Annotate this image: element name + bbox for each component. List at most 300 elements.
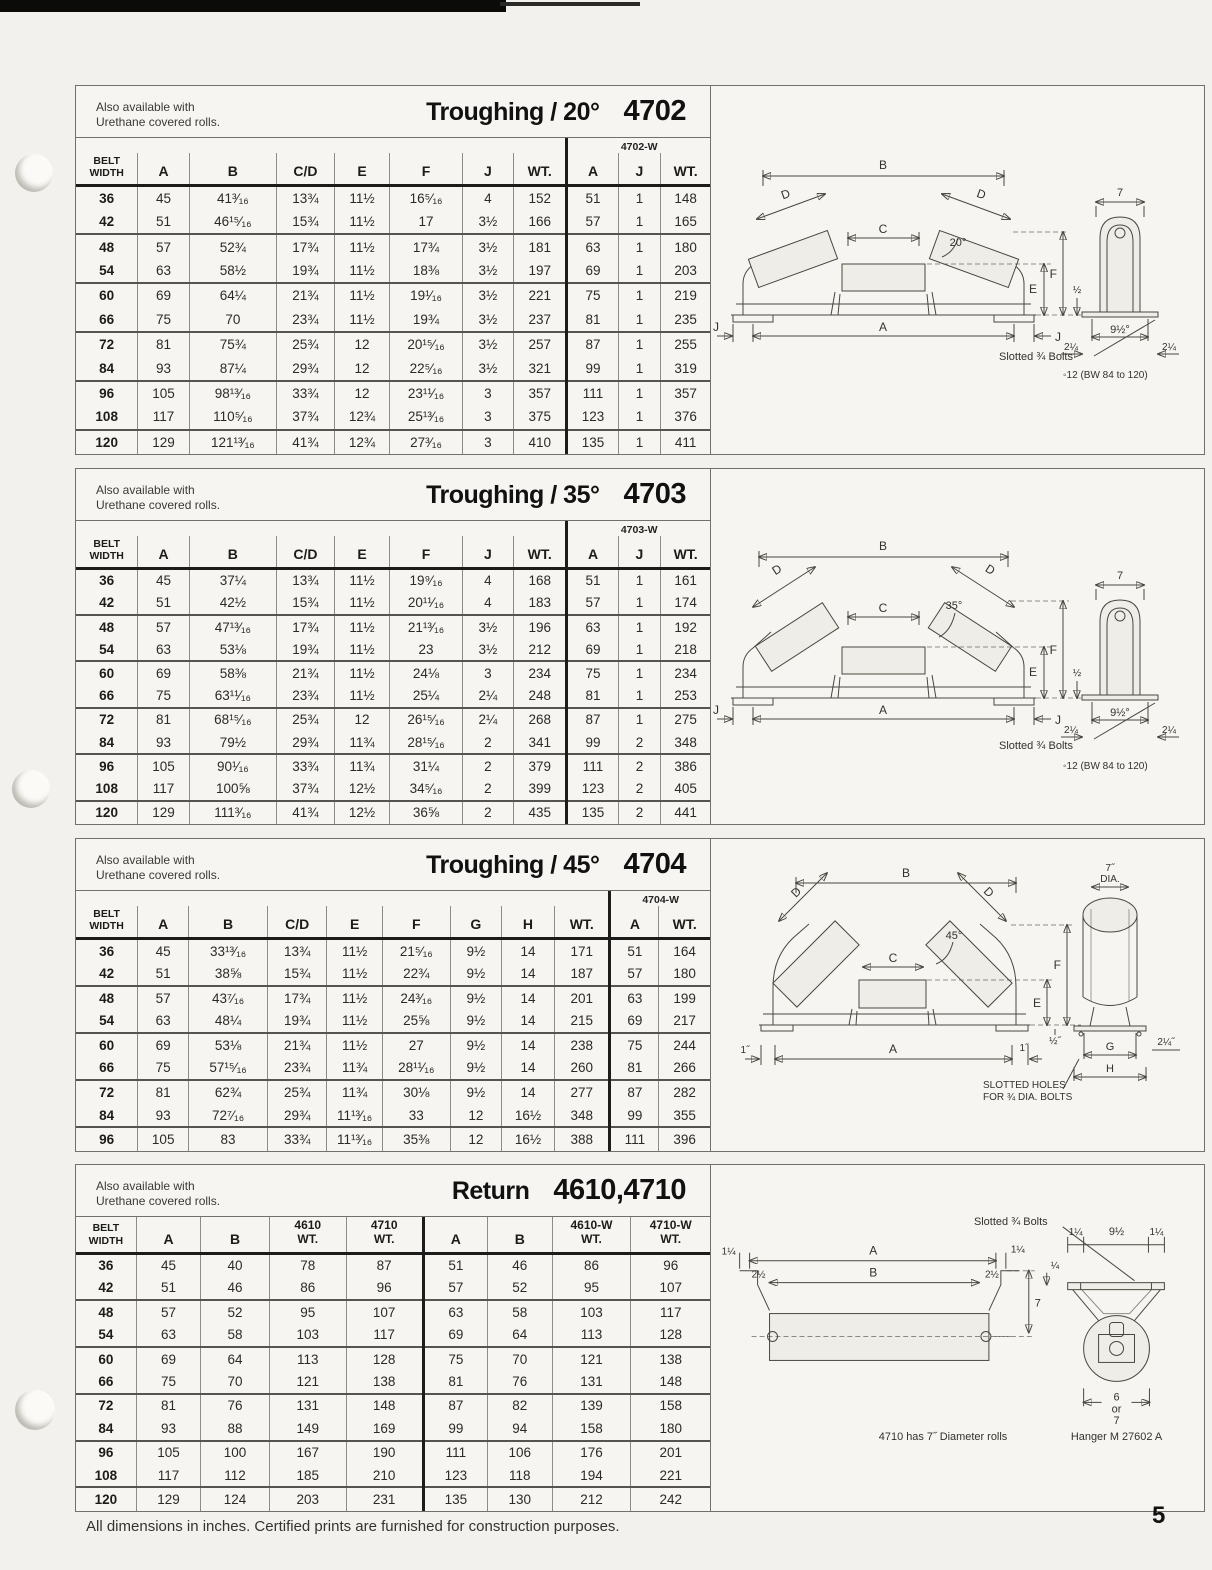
column-header: E <box>327 906 382 939</box>
column-header: A <box>138 906 189 939</box>
diagram-4703 <box>711 469 1204 824</box>
dim-2quarter-label: 2¼ <box>1064 725 1078 736</box>
spec-cell: 121 <box>552 1347 631 1370</box>
column-header: 4610 WT. <box>269 1217 346 1253</box>
dim-9half-label: 9½ <box>1108 1225 1125 1238</box>
dia-label: DIA. <box>1100 874 1120 885</box>
spec-cell: 103 <box>269 1323 346 1346</box>
spec-cell: 1 <box>618 210 661 234</box>
spec-cell: 4 <box>462 592 513 615</box>
spec-cell: 51 <box>138 962 189 986</box>
spec-cell: 253 <box>661 685 710 708</box>
spec-cell: 3½ <box>462 356 513 380</box>
spec-cell: 69 <box>567 259 618 283</box>
spec-cell: 63 <box>567 234 618 258</box>
spec-cell: 51 <box>610 939 659 963</box>
spec-cell: 38⅝ <box>189 962 268 986</box>
spec-cell: 131 <box>552 1370 631 1393</box>
spec-cell: 1 <box>618 685 661 708</box>
column-header: A <box>610 906 659 939</box>
dim-1-label: 1˝ <box>740 1045 750 1056</box>
spec-cell: 187 <box>555 962 610 986</box>
spec-cell: 20¹¹⁄₁₆ <box>390 592 463 615</box>
spec-cell: 51 <box>423 1253 487 1276</box>
column-header: B <box>201 1217 270 1253</box>
spec-cell: 17 <box>390 210 463 234</box>
spec-cell: 2 <box>462 731 513 754</box>
spec-cell: 51 <box>138 592 189 615</box>
spec-cell: 63 <box>610 986 659 1010</box>
spec-cell: 3½ <box>462 615 513 638</box>
spec-cell: 237 <box>514 308 567 332</box>
note-line: Also available with <box>96 483 195 497</box>
dim-f-label: F <box>1053 958 1061 972</box>
urethane-note <box>96 1174 220 1209</box>
spec-cell: 376 <box>661 405 710 429</box>
note-line: Also available with <box>96 853 195 867</box>
spec-cell: 64 <box>488 1323 552 1346</box>
dim-half-label: ½ <box>1072 285 1082 296</box>
diagram-4704 <box>711 839 1204 1151</box>
diagram-4702 <box>711 86 1204 454</box>
spec-cell: 357 <box>661 381 710 405</box>
spec-cell: 118 <box>488 1464 552 1487</box>
spec-cell: 25¼ <box>390 685 463 708</box>
spec-cell: 341 <box>514 731 567 754</box>
spec-cell: 1 <box>618 308 661 332</box>
spec-cell: 2 <box>618 731 661 754</box>
spec-cell: 21⁵⁄₁₆ <box>382 939 450 963</box>
spec-cell: 9½ <box>450 1009 501 1033</box>
belt-width-cell: 84 <box>98 1420 114 1436</box>
hanger-note: Hanger M 27602 A <box>1070 1431 1163 1444</box>
section-header-4704 <box>76 839 710 891</box>
spec-cell: 63 <box>138 259 189 283</box>
spec-cell: 12½ <box>334 777 390 800</box>
spec-cell: 78 <box>269 1253 346 1276</box>
section-title: Troughing / 35° <box>426 481 600 509</box>
spec-cell: 81 <box>138 332 189 356</box>
spec-cell: 75¾ <box>189 332 277 356</box>
spec-cell: 129 <box>136 1487 200 1511</box>
spec-cell: 375 <box>514 405 567 429</box>
spec-cell: 3½ <box>462 283 513 307</box>
spec-cell: 238 <box>555 1033 610 1057</box>
spec-cell: 45 <box>138 569 189 592</box>
spec-cell: 12 <box>450 1104 501 1128</box>
spec-cell: 20¹⁵⁄₁₆ <box>390 332 463 356</box>
column-header: BELT WIDTH <box>76 1217 136 1253</box>
slotted-bolts-label: Slotted ¾ Bolts <box>999 351 1073 363</box>
spec-cell: 70 <box>201 1370 270 1393</box>
spec-cell: 43⁷⁄₁₆ <box>189 986 268 1010</box>
angle-label: 20° <box>949 237 967 249</box>
spec-cell: 58⅜ <box>189 661 277 684</box>
spec-cell: 106 <box>488 1441 552 1464</box>
spec-cell: 24³⁄₁₆ <box>382 986 450 1010</box>
spec-cell: 99 <box>610 1104 659 1128</box>
spec-table-4702 <box>76 138 710 454</box>
section-return <box>75 1164 1205 1512</box>
spec-cell: 117 <box>136 1464 200 1487</box>
spec-cell: 11½ <box>334 210 390 234</box>
spec-cell: 19¾ <box>277 259 335 283</box>
spec-cell: 148 <box>346 1394 423 1417</box>
spec-cell: 130 <box>488 1487 552 1511</box>
spec-cell: 34⁵⁄₁₆ <box>390 777 463 800</box>
table-row <box>76 1277 710 1300</box>
spec-cell: 86 <box>552 1253 631 1276</box>
diameter-note: 4710 has 7˝ Diameter rolls <box>878 1431 1008 1444</box>
spec-cell: 231 <box>346 1487 423 1511</box>
spec-cell: 52¾ <box>189 234 277 258</box>
spec-cell: 203 <box>269 1487 346 1511</box>
spec-cell: 33¹³⁄₁₆ <box>189 939 268 963</box>
spec-cell: 244 <box>659 1033 710 1057</box>
spec-cell: 75 <box>138 685 189 708</box>
spec-cell: 111 <box>567 381 618 405</box>
column-header: H <box>501 906 554 939</box>
spec-cell: 166 <box>514 210 567 234</box>
belt-width-cell: 120 <box>76 430 138 454</box>
spec-cell: 2 <box>462 801 513 824</box>
section-title-group <box>426 848 686 881</box>
table-row <box>76 1394 710 1417</box>
belt-width-cell: 108 <box>94 1467 118 1483</box>
belt-width-cell: 42 <box>99 595 115 611</box>
footnote-label: ◦12 (BW 84 to 120) <box>1063 761 1148 772</box>
dim-1-label: 1˝ <box>1019 1043 1029 1054</box>
spec-cell: 64¼ <box>189 283 277 307</box>
table-row <box>76 1441 710 1464</box>
spec-cell: 46 <box>201 1277 270 1300</box>
dim-d-label: D <box>779 186 793 203</box>
spec-cell: 396 <box>659 1127 710 1151</box>
column-header: WT. <box>514 536 567 569</box>
belt-width-cell: 60 <box>76 1033 138 1057</box>
spec-cell: 53⅛ <box>189 1033 268 1057</box>
belt-width-cell: 54 <box>98 1327 114 1343</box>
spec-cell: 33¾ <box>277 754 335 777</box>
spec-cell: 11½ <box>334 638 390 661</box>
spec-cell: 17¾ <box>390 234 463 258</box>
spec-cell: 33¾ <box>277 381 335 405</box>
spec-cell: 268 <box>514 708 567 731</box>
spec-cell: 107 <box>346 1300 423 1323</box>
table-row <box>76 685 710 708</box>
spec-cell: 69 <box>138 283 189 307</box>
note-line: Urethane covered rolls. <box>96 868 221 882</box>
spec-cell: 180 <box>661 234 710 258</box>
column-header: 4710-W WT. <box>631 1217 710 1253</box>
spec-cell: 95 <box>552 1277 631 1300</box>
note-line: Urethane covered rolls. <box>96 115 221 129</box>
spec-cell: 45 <box>138 186 189 210</box>
spec-cell: 138 <box>346 1370 423 1393</box>
spec-cell: 410 <box>514 430 567 454</box>
column-header: B <box>488 1217 552 1253</box>
spec-cell: 105 <box>138 1127 189 1151</box>
spec-cell: 93 <box>138 356 189 380</box>
column-header: C/D <box>267 906 327 939</box>
spec-cell: 105 <box>138 381 189 405</box>
dim-c-label: C <box>878 222 888 236</box>
table-row <box>76 1009 710 1033</box>
spec-cell: 111 <box>423 1441 487 1464</box>
dim-f-label: F <box>1049 643 1057 657</box>
group-label-spacer <box>76 521 567 536</box>
front-view-drawing <box>717 170 1083 342</box>
spec-cell: 16½ <box>501 1127 554 1151</box>
spec-cell: 112 <box>201 1464 270 1487</box>
spec-cell: 117 <box>138 405 189 429</box>
spec-cell: 33¾ <box>267 1127 327 1151</box>
table-row <box>76 615 710 638</box>
spec-cell: 9½ <box>450 939 501 963</box>
spec-cell: 57 <box>138 234 189 258</box>
spec-cell: 93 <box>138 731 189 754</box>
table-row <box>76 708 710 731</box>
spec-cell: 3½ <box>462 259 513 283</box>
dim-7-label: 7 <box>1034 1297 1041 1310</box>
spec-cell: 319 <box>661 356 710 380</box>
section-header-4702 <box>76 86 710 138</box>
belt-width-cell: 42 <box>98 1280 114 1296</box>
spec-cell: 168 <box>514 569 567 592</box>
side-view-drawing <box>1063 1227 1165 1406</box>
table-row <box>76 1104 710 1128</box>
spec-cell: 152 <box>514 186 567 210</box>
spec-cell: 69 <box>138 661 189 684</box>
spec-cell: 11¾ <box>327 1080 382 1104</box>
spec-cell: 28¹⁵⁄₁₆ <box>390 731 463 754</box>
spec-cell: 388 <box>555 1127 610 1151</box>
table-row <box>76 381 710 405</box>
dim-a-label: A <box>888 1042 898 1056</box>
spec-cell: 19¾ <box>390 308 463 332</box>
spec-cell: 25¾ <box>277 332 335 356</box>
spec-cell: 23¾ <box>277 308 335 332</box>
spec-cell: 11½ <box>334 569 390 592</box>
spec-cell: 135 <box>567 801 618 824</box>
spec-cell: 40 <box>201 1253 270 1276</box>
spec-cell: 210 <box>346 1464 423 1487</box>
spec-cell: 11½ <box>327 1009 382 1033</box>
spec-cell: 192 <box>661 615 710 638</box>
footnote-label: ◦12 (BW 84 to 120) <box>1063 370 1148 381</box>
spec-cell: 36⅝ <box>390 801 463 824</box>
spec-cell: 128 <box>631 1323 710 1346</box>
table-row <box>76 1464 710 1487</box>
spec-cell: 17¾ <box>267 986 327 1010</box>
spec-cell: 11½ <box>334 661 390 684</box>
spec-cell: 63 <box>138 1009 189 1033</box>
table-row <box>76 1487 710 1511</box>
spec-cell: 110⁵⁄₁₆ <box>189 405 277 429</box>
column-header: A <box>138 536 189 569</box>
spec-cell: 129 <box>138 801 189 824</box>
dim-j-label: J <box>1055 713 1061 727</box>
spec-cell: 69 <box>138 1033 189 1057</box>
spec-cell: 117 <box>138 777 189 800</box>
spec-cell: 95 <box>269 1300 346 1323</box>
spec-cell: 194 <box>552 1464 631 1487</box>
table-row <box>76 332 710 356</box>
spec-cell: 35⅜ <box>382 1127 450 1151</box>
spec-cell: 1 <box>618 638 661 661</box>
spec-cell: 1 <box>618 381 661 405</box>
spec-cell: 1 <box>618 708 661 731</box>
spec-cell: 212 <box>552 1487 631 1511</box>
slotted-bolts-label: Slotted ¾ Bolts <box>973 1215 1048 1228</box>
section-troughing-35 <box>75 468 1205 825</box>
spec-cell: 11¹³⁄₁₆ <box>327 1104 382 1128</box>
dim-1quarter-label: 1¼ <box>1010 1244 1025 1256</box>
table-row <box>76 430 710 454</box>
spec-cell: 2 <box>618 777 661 800</box>
dim-half-label: ½ <box>1072 668 1082 679</box>
spec-cell: 3½ <box>462 638 513 661</box>
table-row <box>76 1057 710 1081</box>
dim-b-label: B <box>901 866 911 880</box>
belt-width-cell: 54 <box>99 1013 115 1029</box>
table-row <box>76 1323 710 1346</box>
spec-cell: 124 <box>201 1487 270 1511</box>
spec-cell: 37¼ <box>189 569 277 592</box>
spec-cell: 33 <box>382 1104 450 1128</box>
column-header: WT. <box>661 536 710 569</box>
column-header: A <box>423 1217 487 1253</box>
spec-cell: 321 <box>514 356 567 380</box>
table-row <box>76 1127 710 1151</box>
spec-cell: 70 <box>488 1347 552 1370</box>
spec-cell: 11½ <box>334 308 390 332</box>
table-row <box>76 210 710 234</box>
spec-cell: 158 <box>552 1417 631 1440</box>
spec-cell: 111 <box>567 754 618 777</box>
spec-cell: 4 <box>462 569 513 592</box>
dim-d-label: D <box>980 884 997 901</box>
spec-cell: 201 <box>631 1441 710 1464</box>
belt-width-cell: 108 <box>95 781 118 797</box>
diagram-area-4702 <box>711 86 1204 454</box>
diagram-area-4703 <box>711 469 1204 824</box>
spec-cell: 11½ <box>334 685 390 708</box>
column-header: E <box>334 536 390 569</box>
spec-cell: 69 <box>567 638 618 661</box>
spec-cell: 14 <box>501 939 554 963</box>
spec-cell: 19¹⁄₁₆ <box>390 283 463 307</box>
spec-cell: 266 <box>659 1057 710 1081</box>
table-area-4704 <box>76 839 711 1151</box>
spec-cell: 87 <box>423 1394 487 1417</box>
column-header: WT. <box>659 906 710 939</box>
spec-cell: 23¾ <box>277 685 335 708</box>
column-header: J <box>462 536 513 569</box>
table-area-4703 <box>76 469 711 824</box>
dim-j-label: J <box>713 320 719 334</box>
spec-cell: 14 <box>501 986 554 1010</box>
spec-cell: 29¾ <box>267 1104 327 1128</box>
spec-cell: 11¾ <box>334 754 390 777</box>
dim-j-label: J <box>1055 330 1061 344</box>
spec-cell: 111 <box>610 1127 659 1151</box>
spec-cell: 2¼ <box>462 708 513 731</box>
belt-width-cell: 48 <box>76 986 138 1010</box>
spec-cell: 63 <box>136 1323 200 1346</box>
spec-cell: 117 <box>346 1323 423 1346</box>
spec-cell: 219 <box>661 283 710 307</box>
slotted-bolts-label: Slotted ¾ Bolts <box>999 740 1073 752</box>
spec-cell: 87 <box>346 1253 423 1276</box>
spec-cell: 11½ <box>334 283 390 307</box>
belt-width-cell: 54 <box>99 262 115 278</box>
spec-cell: 70 <box>189 308 277 332</box>
table-row <box>76 939 710 963</box>
spec-cell: 2 <box>462 777 513 800</box>
note-line: Urethane covered rolls. <box>96 498 221 512</box>
spec-cell: 79½ <box>189 731 277 754</box>
spec-cell: 41¾ <box>277 801 335 824</box>
spec-cell: 25⅝ <box>382 1009 450 1033</box>
note-line: Also available with <box>96 100 195 114</box>
spec-cell: 58 <box>201 1323 270 1346</box>
dim-e-label: E <box>1032 996 1041 1010</box>
spec-cell: 53⅛ <box>189 638 277 661</box>
spec-cell: 129 <box>138 430 189 454</box>
spec-cell: 81 <box>567 308 618 332</box>
urethane-note <box>96 95 220 130</box>
spec-cell: 31¼ <box>390 754 463 777</box>
spec-cell: 90¹⁄₁₆ <box>189 754 277 777</box>
spec-cell: 100 <box>201 1441 270 1464</box>
spec-cell: 93 <box>138 1104 189 1128</box>
table-row <box>76 186 710 210</box>
dim-1quarter-label: 1¼ <box>1149 1226 1164 1238</box>
spec-cell: 12 <box>334 708 390 731</box>
spec-cell: 98¹³⁄₁₆ <box>189 381 277 405</box>
dia-7-label: 7˝ <box>1105 863 1115 874</box>
spec-cell: 47¹³⁄₁₆ <box>189 615 277 638</box>
belt-width-cell: 60 <box>76 661 138 684</box>
spec-cell: 62¾ <box>189 1080 268 1104</box>
table-row <box>76 754 710 777</box>
dim-a-label: A <box>878 703 888 717</box>
table-area-4702 <box>76 86 711 454</box>
dim-a-label: A <box>878 320 888 334</box>
spec-cell: 51 <box>567 569 618 592</box>
column-header: 4710 WT. <box>346 1217 423 1253</box>
belt-width-cell: 66 <box>98 1374 114 1389</box>
spec-cell: 103 <box>552 1300 631 1323</box>
spec-cell: 63 <box>567 615 618 638</box>
spec-cell: 148 <box>631 1370 710 1393</box>
spec-cell: 12 <box>334 332 390 356</box>
spec-cell: 111³⁄₁₆ <box>189 801 277 824</box>
spec-cell: 21¾ <box>267 1033 327 1057</box>
belt-width-cell: 72 <box>76 332 138 356</box>
belt-width-cell: 84 <box>99 1107 115 1123</box>
spec-cell: 14 <box>501 1033 554 1057</box>
front-view-drawing <box>740 1253 1047 1361</box>
table-row <box>76 1347 710 1370</box>
spec-cell: 93 <box>136 1417 200 1440</box>
spec-cell: 81 <box>610 1057 659 1081</box>
spec-cell: 37¾ <box>277 777 335 800</box>
spec-cell: 88 <box>201 1417 270 1440</box>
spec-cell: 4 <box>462 186 513 210</box>
spec-cell: 69 <box>423 1323 487 1346</box>
